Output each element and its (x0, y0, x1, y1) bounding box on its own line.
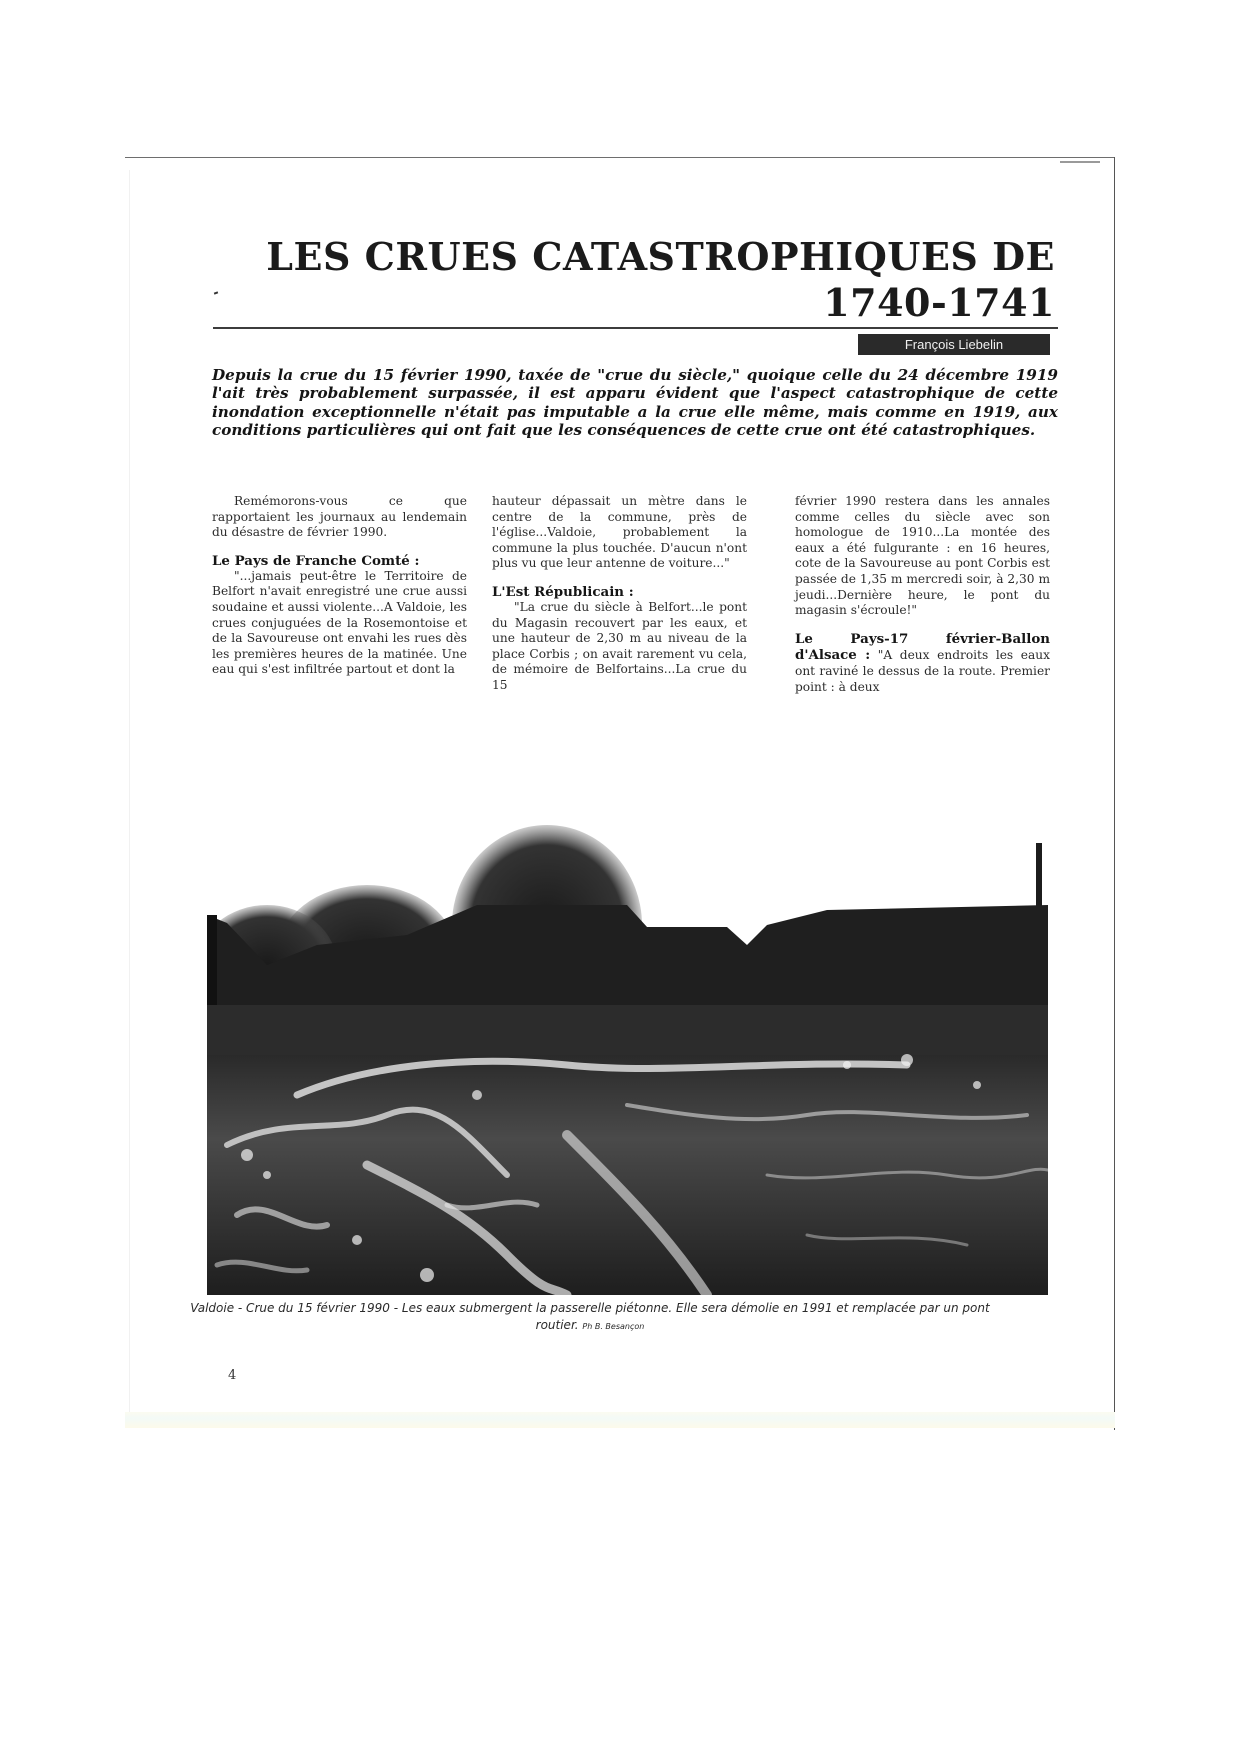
quote-paragraph: "...jamais peut-être le Territoire de Belfort n'avait enregistré une crue aussi soudaine et aussi violente...A Valdoie, les crues conjuguées de la Rosemontoise et de la Savoureuse ont envahi les rues dès les premières heures de la matinée. Une eau qui s'est infiltrée partout et dont la (212, 568, 467, 677)
caption-text: Valdoie - Crue du 15 février 1990 - Les eaux submergent la passerelle piétonne. Elle sera démolie en 1991 et remplacée par un pont routier. (190, 1301, 990, 1332)
quote-continuation: février 1990 restera dans les annales comme celles du siècle avec son homologue de 1910...La montée des eaux a été fulgurante : en 16 heures, cote de la Savoureuse au pont Corbis est passée de 1,35 m mercredi soir, à 2,30 m jeudi...Dernière heure, le pont du magasin s'écroule!" (795, 494, 1050, 618)
text-column-3 (795, 494, 1050, 707)
author-badge: François Liebelin (858, 334, 1050, 355)
page-frame-right-border (1114, 157, 1115, 1430)
photo-credit: Ph B. Besançon (582, 1322, 645, 1331)
source-heading-pays-franche-comte: Le Pays de Franche Comté : (212, 552, 420, 569)
article-title-line-2: 1740-1741 (823, 280, 1055, 325)
quote-paragraph: "La crue du siècle à Belfort...le pont du Magasin recouvert par les eaux, et une hauteur de 2,30 m au niveau de la place Corbis ; on avait rarement vu cela, de mémoire de Belfortains...La crue du 15 (492, 599, 747, 692)
page-frame-top-border (125, 157, 1115, 158)
text-column-1 (212, 494, 467, 690)
source-heading-est-republicain: L'Est Républicain : (492, 583, 634, 600)
page-frame-left-edge (129, 170, 130, 1420)
article-title-line-1: LES CRUES CATASTROPHIQUES DE (266, 234, 1055, 279)
intro-paragraph: Remémorons-vous ce que rapportaient les journaux au lendemain du désastre de février 1990. (212, 494, 467, 540)
page-frame-accent (1060, 161, 1100, 163)
text-column-2 (492, 494, 747, 706)
title-rule (213, 327, 1058, 329)
photo-caption (190, 1300, 990, 1335)
article-lead: Depuis la crue du 15 février 1990, taxée de "crue du siècle," quoique celle du 24 décembre 1919 l'ait très probablement surpassée, il est apparu évident que l'aspect catastrophique de cette inondation exceptionnelle n'était pas imputable a la crue elle même, mais comme en 1919, aux conditions particulières qui ont fait que les conséquences de cette crue ont été catastrophiques. (212, 366, 1058, 439)
quote-continuation: hauteur dépassait un mètre dans le centre de la commune, près de l'église...Valdoie, probablement la commune la plus touchée. D'aucun n'ont plus vu que leur antenne de voiture..." (492, 494, 747, 571)
flood-photo (207, 815, 1048, 1295)
quote-paragraph: "A deux endroits les eaux ont raviné le dessus de la route. Premier point : à deux (795, 648, 1050, 694)
scan-bottom-band (125, 1412, 1115, 1428)
source-heading-le-pays: Le Pays-17 février-Ballon d'Alsace : (795, 630, 1050, 664)
page-number: 4 (228, 1368, 237, 1383)
